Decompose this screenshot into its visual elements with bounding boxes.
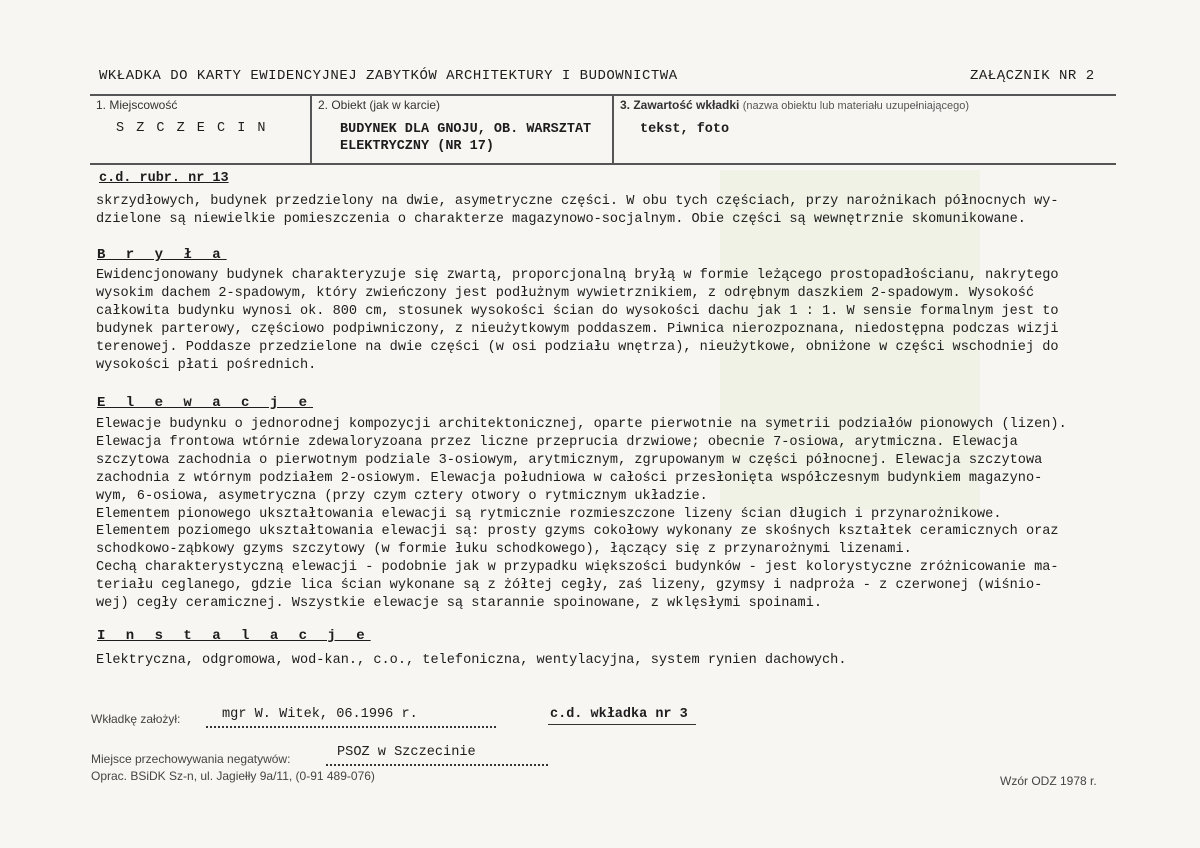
- content-value: tekst, foto: [640, 122, 730, 137]
- attachment-number: ZAŁĄCZNIK NR 2: [970, 68, 1095, 84]
- object-label: 2. Obiekt (jak w karcie): [318, 98, 441, 112]
- content-label: [620, 98, 969, 112]
- printer-info: Oprac. BSiDK Sz-n, ul. Jagiełły 9a/11, (0-91 489-076): [91, 769, 375, 783]
- text-line: Ewidencjonowany budynek charakteryzuje się zwartą, proporcjonalną bryłą w formie leżącego prostopadłościanu, nakrytego: [96, 268, 1059, 283]
- text-line: Elementem poziomego ukształtowania elewacji są: prosty gzyms cokołowy wykonany ze skośnych kształtek ceramicznych oraz: [96, 524, 1059, 540]
- place-value: S Z C Z E C I N: [116, 121, 268, 136]
- box-bottom-line: [90, 163, 1116, 165]
- form-title: WKŁADKA DO KARTY EWIDENCYJNEJ ZABYTKÓW ARCHITEKTURY I BUDOWNICTWA: [99, 68, 678, 84]
- storage-value: PSOZ w Szczecinie: [337, 745, 476, 760]
- text-line: Elektryczna, odgromowa, wod-kan., c.o., telefoniczna, wentylacyjna, system rynien dachowych.: [96, 653, 847, 668]
- next-insert: c.d. wkładka nr 3: [550, 707, 688, 722]
- author-value: mgr W. Witek, 06.1996 r.: [222, 707, 418, 722]
- author-label: Wkładkę założył:: [91, 712, 181, 726]
- text-line: dzielone są niewielkie pomieszczenia o charakterze magazynowo-socjalnym. Obie części są wewnętrznie skomunikowane.: [96, 211, 1026, 227]
- form-model: Wzór ODZ 1978 r.: [1000, 774, 1097, 788]
- storage-dotted-line: [326, 764, 548, 766]
- text-line: teriału ceglanego, gdzie lica ścian wykonane są z żółtej cegły, zaś lizeny, gzymsy i nadproża - z czerwonej (wiśnio-: [96, 578, 1043, 594]
- storage-label: Miejsce przechowywania negatywów:: [91, 752, 291, 766]
- text-line: wej) cegły ceramicznej. Wszystkie elewacje są starannie spoinowane, z wklęsłymi spoinami.: [96, 596, 823, 612]
- text-line: wysokim dachem 2-spadowym, który zwieńczony jest podłużnym wywietrznikiem, z odrębnym daszkiem 2-spadowym. Wysokość: [96, 285, 1035, 301]
- text-line: Elewacje budynku o jednorodnej kompozycji architektonicznej, oparte pierwotnie na symetrii podziałów pionowych (lizen).: [96, 417, 1067, 432]
- text-line: Elewacja frontowa wtórnie zdewaloryzoana przez liczne przeprucia drzwiowe; obecnie 7-osiowa, arytmiczna. Elewacja: [96, 434, 1018, 450]
- section-text-bryla: [96, 267, 1059, 374]
- text-line: budynek parterowy, częściowo podpiwniczony, z nieużytkowym poddaszem. Piwnica nierozpoznana, niedostępna podczas wizji: [96, 321, 1059, 337]
- text-line: całkowita budynku wynosi ok. 800 cm, stosunek wysokości ścian do wysokości dachu jak 1 : 1. W sensie formalnym jest to: [96, 303, 1059, 319]
- text-line: Cechą charakterystyczną elewacji - podobnie jak w przypadku większości budynków - jest kolorystyczne zróżnicowanie ma-: [96, 560, 1059, 576]
- section-title-instalacje: I n s t a l a c j e: [97, 628, 371, 644]
- next-insert-underline: [548, 724, 696, 725]
- text-line: zachodnia z wtórnym podziałem 2-osiowym. Elewacja południowa w całości przesłonięta współczesnym budynkiem magazyno-: [96, 470, 1043, 486]
- box-top-line: [90, 94, 1116, 96]
- text-line: szczytowa zachodnia o pierwotnym podziale 3-osiowym, arytmicznym, zgrupowanym w części północnej. Elewacja szczytowa: [96, 452, 1043, 468]
- text-line: wym, 6-osiowa, asymetryczna (przy czym cztery otwory o rytmicznym układzie.: [96, 488, 708, 504]
- section-text-elewacje: [96, 416, 1067, 613]
- author-dotted-line: [206, 726, 496, 728]
- content-label-main: 3. Zawartość wkładki: [620, 98, 740, 112]
- content-label-note: (nazwa obiektu lub materiału uzupełniającego): [742, 100, 969, 112]
- object-value-line-2: ELEKTRYCZNY (NR 17): [340, 139, 494, 154]
- section-text-instalacje: [96, 652, 847, 670]
- continuation-heading: c.d. rubr. nr 13: [99, 171, 229, 186]
- object-value-line-1: BUDYNEK DLA GNOJU, OB. WARSZTAT: [340, 122, 592, 137]
- box-divider-2: [612, 94, 614, 164]
- text-line: schodkowo-ząbkowy gzyms szczytowy (w formie łuku schodkowego), łączący się z przynarożnymi lizenami.: [96, 542, 912, 558]
- box-divider-1: [310, 94, 312, 164]
- place-label: 1. Miejscowość: [96, 98, 178, 112]
- section-title-bryla: B r y ł a: [97, 247, 227, 263]
- text-line: terenowej. Poddasze przedzielone na dwie części (w osi podziału wnętrza), nieużytkowe, obniżone w części wschodniej do: [96, 339, 1059, 355]
- text-line: skrzydłowych, budynek przedzielony na dwie, asymetryczne części. W obu tych częściach, przy narożnikach północnych wy-: [96, 194, 1059, 209]
- text-line: Elementem pionowego ukształtowania elewacji są rytmicznie rozmieszczone lizeny ścian długich i przynarożnikowe.: [96, 506, 1002, 522]
- text-line: wysokości płati pośrednich.: [96, 357, 317, 373]
- section-title-elewacje: E l e w a c j e: [97, 395, 314, 411]
- intro-text: [96, 193, 1059, 229]
